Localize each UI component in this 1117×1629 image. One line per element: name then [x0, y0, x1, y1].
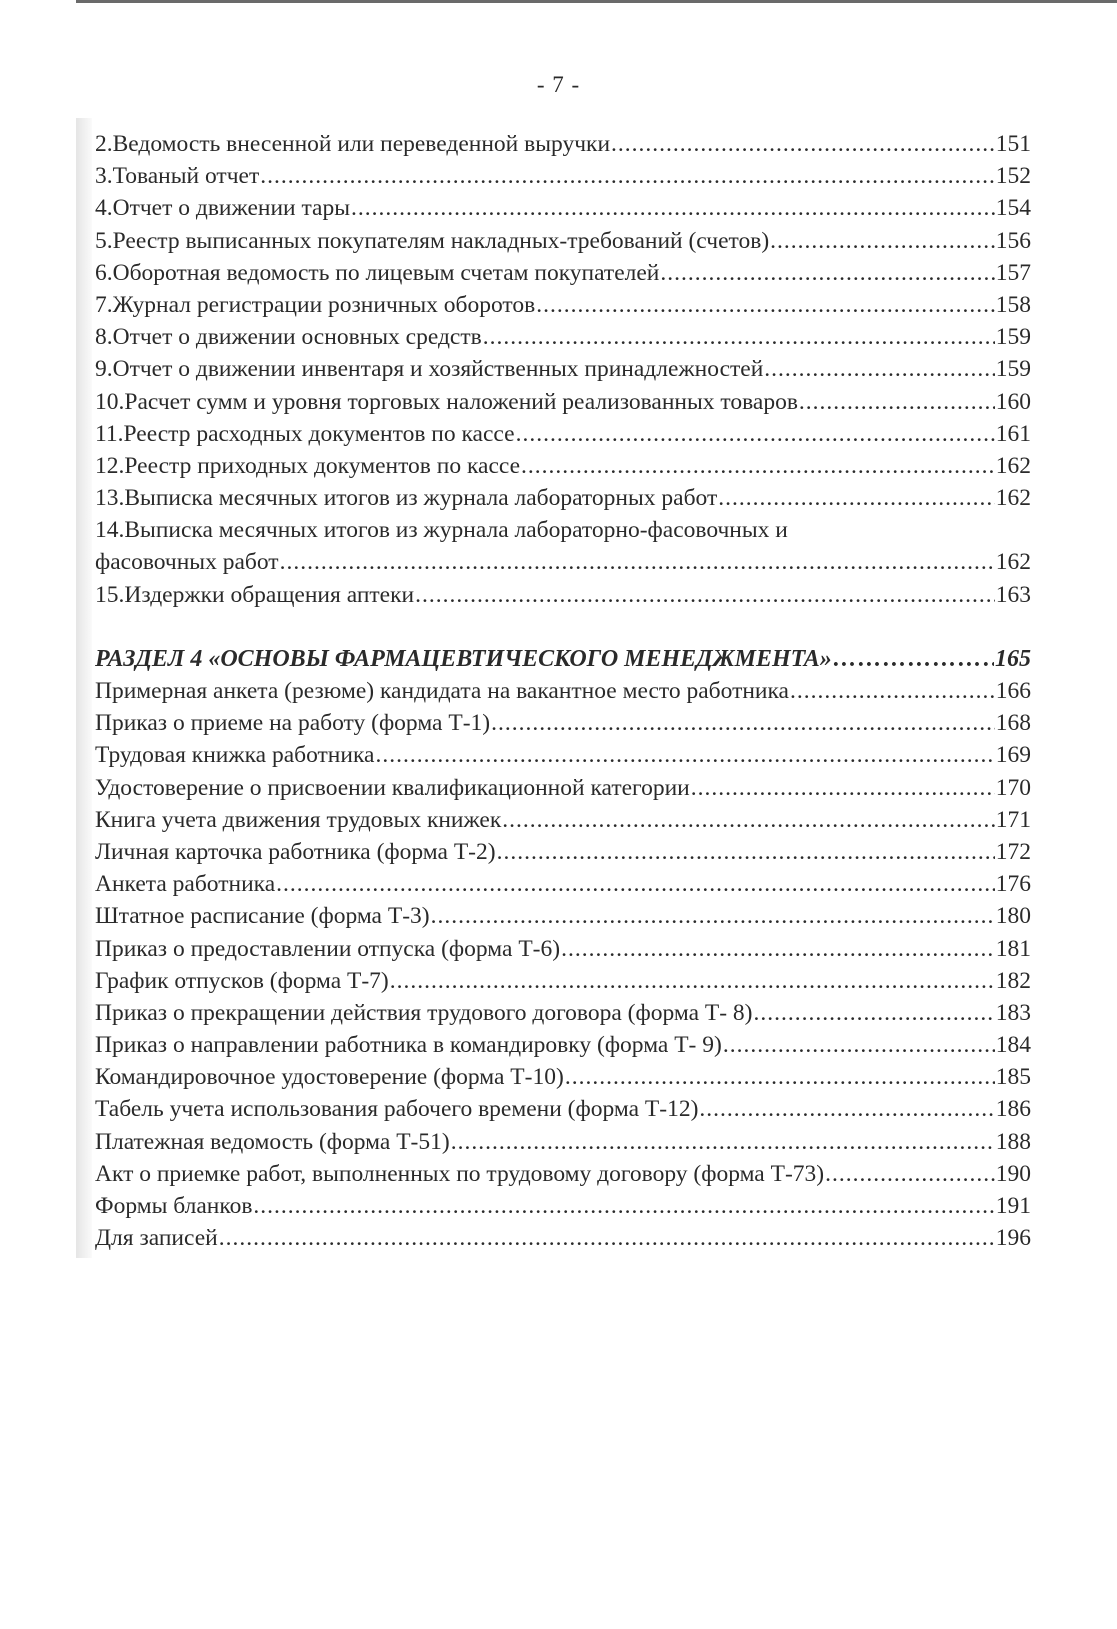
toc-entry — [95, 868, 1031, 900]
toc-entry-page: 161 — [995, 420, 1031, 447]
toc-entry — [95, 675, 1031, 707]
dot-leader — [790, 675, 995, 707]
toc-entry-page: 166 — [995, 678, 1031, 704]
dot-leader — [260, 160, 995, 192]
dot-leader — [502, 804, 994, 836]
toc-entry-page: 152 — [995, 163, 1031, 190]
toc-entry-page: 170 — [995, 774, 1031, 801]
toc-entry-title: Акт о приемке работ, выполненных по трудовому договору (форма Т-73) — [95, 1160, 825, 1187]
toc-entry-page: 162 — [995, 485, 1031, 512]
toc-entry — [95, 965, 1031, 997]
toc-entry-page: 181 — [995, 935, 1031, 962]
toc-entry-title: Платежная ведомость (форма Т-51) — [95, 1128, 450, 1155]
dot-leader — [375, 739, 994, 771]
toc-entry-page: 156 — [995, 227, 1031, 254]
toc-entry — [95, 128, 1031, 160]
toc-entry-title: 7.Журнал регистрации розничных оборотов — [95, 291, 536, 318]
toc-entry-page: 176 — [995, 871, 1031, 898]
toc-entry-title: 12.Реестр приходных документов по кассе — [95, 452, 521, 479]
dot-leader — [253, 1190, 994, 1222]
toc-entry-title: Командировочное удостоверение (форма Т-10) — [95, 1064, 564, 1091]
dot-leader — [219, 1222, 995, 1254]
scan-top-edge — [76, 0, 1117, 3]
dot-leader — [764, 353, 994, 385]
toc-entry — [95, 1029, 1031, 1061]
toc-entry-title: Приказ о приеме на работу (форма Т-1) — [95, 710, 491, 737]
toc-entry-title: Книга учета движения трудовых книжек — [95, 806, 502, 833]
section-heading — [95, 643, 1031, 675]
dot-leader — [516, 418, 995, 450]
dot-leader — [561, 933, 995, 965]
page-number: - 7 - — [536, 72, 581, 97]
section-spacer — [95, 611, 1031, 643]
toc-entry-page: 159 — [995, 356, 1031, 383]
toc-entry — [95, 418, 1031, 450]
toc-entry-page: 186 — [995, 1096, 1031, 1123]
toc-entry — [95, 386, 1031, 418]
toc-entry-title: Приказ о предоставлении отпуска (форма Т-6) — [95, 935, 561, 962]
dot-leader — [799, 386, 995, 418]
toc-entry — [95, 772, 1031, 804]
toc-entry-page: 151 — [995, 131, 1031, 157]
binding-shadow — [76, 118, 92, 1258]
dot-leader — [521, 450, 995, 482]
dot-leader — [754, 997, 995, 1029]
toc-entry-title: 15.Издержки обращения аптеки — [95, 581, 415, 608]
toc-entry-title: Примерная анкета (резюме) кандидата на вакантное место работника — [95, 678, 789, 704]
toc-entry-page: 185 — [995, 1064, 1031, 1091]
toc-entry-title: Табель учета использования рабочего времени (форма Т-12) — [95, 1096, 699, 1123]
toc-entry — [95, 1190, 1031, 1222]
section-page: 165 — [995, 645, 1031, 672]
toc-entry-title: График отпусков (форма Т-7) — [95, 967, 389, 994]
toc-entry-page: 180 — [995, 903, 1031, 930]
dot-leader — [718, 482, 995, 514]
dot-leader — [280, 546, 995, 578]
toc-entry — [95, 836, 1031, 868]
dot-leader — [825, 1158, 995, 1190]
toc-entry-title-line2: фасовочных работ — [95, 549, 279, 576]
toc-entry-title: Для записей — [95, 1225, 218, 1252]
dot-leader — [660, 257, 994, 289]
toc-entry-title: Анкета работника — [95, 871, 276, 898]
toc-entry — [95, 546, 1031, 578]
toc-entry-title: 13.Выписка месячных итогов из журнала лабораторных работ — [95, 485, 718, 512]
toc-entry — [95, 804, 1031, 836]
dot-leader — [770, 225, 995, 257]
toc-entry — [95, 900, 1031, 932]
toc-entry-page: 188 — [995, 1128, 1031, 1155]
toc-entry — [95, 1061, 1031, 1093]
dot-leader — [699, 1093, 994, 1125]
toc-entry — [95, 192, 1031, 224]
toc-entry-page: 160 — [995, 388, 1031, 415]
dot-leader — [611, 128, 995, 160]
toc-entry-title: Формы бланков — [95, 1193, 253, 1219]
dot-leader — [491, 707, 995, 739]
toc-entry — [95, 450, 1031, 482]
dot-leader — [483, 321, 995, 353]
dot-leader — [691, 772, 995, 804]
section-title: РАЗДЕЛ 4 «ОСНОВЫ ФАРМАЦЕВТИЧЕСКОГО МЕНЕДЖМЕНТА» — [95, 645, 832, 672]
dot-leader — [497, 836, 995, 868]
toc-entry — [95, 225, 1031, 257]
dot-leader — [565, 1061, 995, 1093]
toc-entry-page: 190 — [995, 1160, 1031, 1187]
toc-entry-page: 162 — [995, 549, 1031, 576]
toc-entry-page: 172 — [995, 838, 1031, 865]
toc-entry — [95, 933, 1031, 965]
toc-entry — [95, 289, 1031, 321]
toc-entry-title: 5.Реестр выписанных покупателям накладных-требований (счетов) — [95, 227, 770, 254]
toc-entry — [95, 257, 1031, 289]
toc-entry-page: 182 — [995, 967, 1031, 994]
toc-entry-page: 163 — [995, 581, 1031, 608]
toc-entry-page: 184 — [995, 1032, 1031, 1059]
toc-entry-title: 6.Оборотная ведомость по лицевым счетам покупателей — [95, 259, 660, 286]
dot-leader — [431, 900, 995, 932]
toc-entry-page: 154 — [995, 195, 1031, 222]
toc-entry-page: 169 — [995, 742, 1031, 769]
toc-entry-title: Штатное расписание (форма Т-3) — [95, 903, 430, 930]
toc-entry — [95, 482, 1031, 514]
dot-leader — [415, 579, 995, 611]
toc-entry-title: 11.Реестр расходных документов по кассе — [95, 420, 515, 447]
toc-entry-page: 191 — [995, 1193, 1031, 1219]
toc-entry-title: Приказ о прекращении действия трудового договора (форма Т- 8) — [95, 999, 753, 1026]
toc-entry-title: Приказ о направлении работника в командировку (форма Т- 9) — [95, 1032, 722, 1059]
toc-entry-title: Трудовая книжка работника — [95, 742, 375, 769]
toc-entry — [95, 353, 1031, 385]
toc-entry-title: 2.Ведомость внесенной или переведенной выручки — [95, 131, 611, 157]
dot-leader — [451, 1126, 995, 1158]
toc-entry-page: 159 — [995, 324, 1031, 351]
toc-entry — [95, 1126, 1031, 1158]
toc-entry-page: 168 — [995, 710, 1031, 737]
toc-entry — [95, 1222, 1031, 1254]
toc-entry-title: 8.Отчет о движении основных средств — [95, 324, 482, 351]
toc-entry — [95, 160, 1031, 192]
toc-entry-page: 157 — [995, 259, 1031, 286]
toc-entry-page: 158 — [995, 291, 1031, 318]
toc-entry-page: 171 — [995, 806, 1031, 833]
dot-leader — [536, 289, 995, 321]
table-of-contents — [95, 128, 1031, 1254]
toc-entry-page: 196 — [995, 1225, 1031, 1252]
toc-entry-title: 3.Тованый отчет — [95, 163, 260, 190]
dot-leader — [276, 868, 995, 900]
dot-leader — [351, 192, 995, 224]
toc-entry-page: 162 — [995, 452, 1031, 479]
toc-entry — [95, 1093, 1031, 1125]
toc-entry — [95, 997, 1031, 1029]
toc-entry — [95, 321, 1031, 353]
toc-entry — [95, 739, 1031, 771]
toc-entry-page: 183 — [995, 999, 1031, 1026]
toc-entry — [95, 1158, 1031, 1190]
dot-leader — [833, 643, 994, 675]
toc-entry-title: Личная карточка работника (форма Т-2) — [95, 838, 496, 865]
toc-entry — [95, 707, 1031, 739]
toc-entry-title-line1: 14.Выписка месячных итогов из журнала лабораторно-фасовочных и — [95, 517, 788, 544]
toc-entry — [95, 579, 1031, 611]
dot-leader — [723, 1029, 995, 1061]
toc-entry-title: Удостоверение о присвоении квалификационной категории — [95, 774, 690, 801]
toc-entry-title: 4.Отчет о движении тары — [95, 195, 351, 222]
toc-entry-title: 9.Отчет о движении инвентаря и хозяйственных принадлежностей — [95, 356, 764, 383]
toc-entry-title: 10.Расчет сумм и уровня торговых наложений реализованных товаров — [95, 388, 798, 415]
dot-leader — [390, 965, 995, 997]
